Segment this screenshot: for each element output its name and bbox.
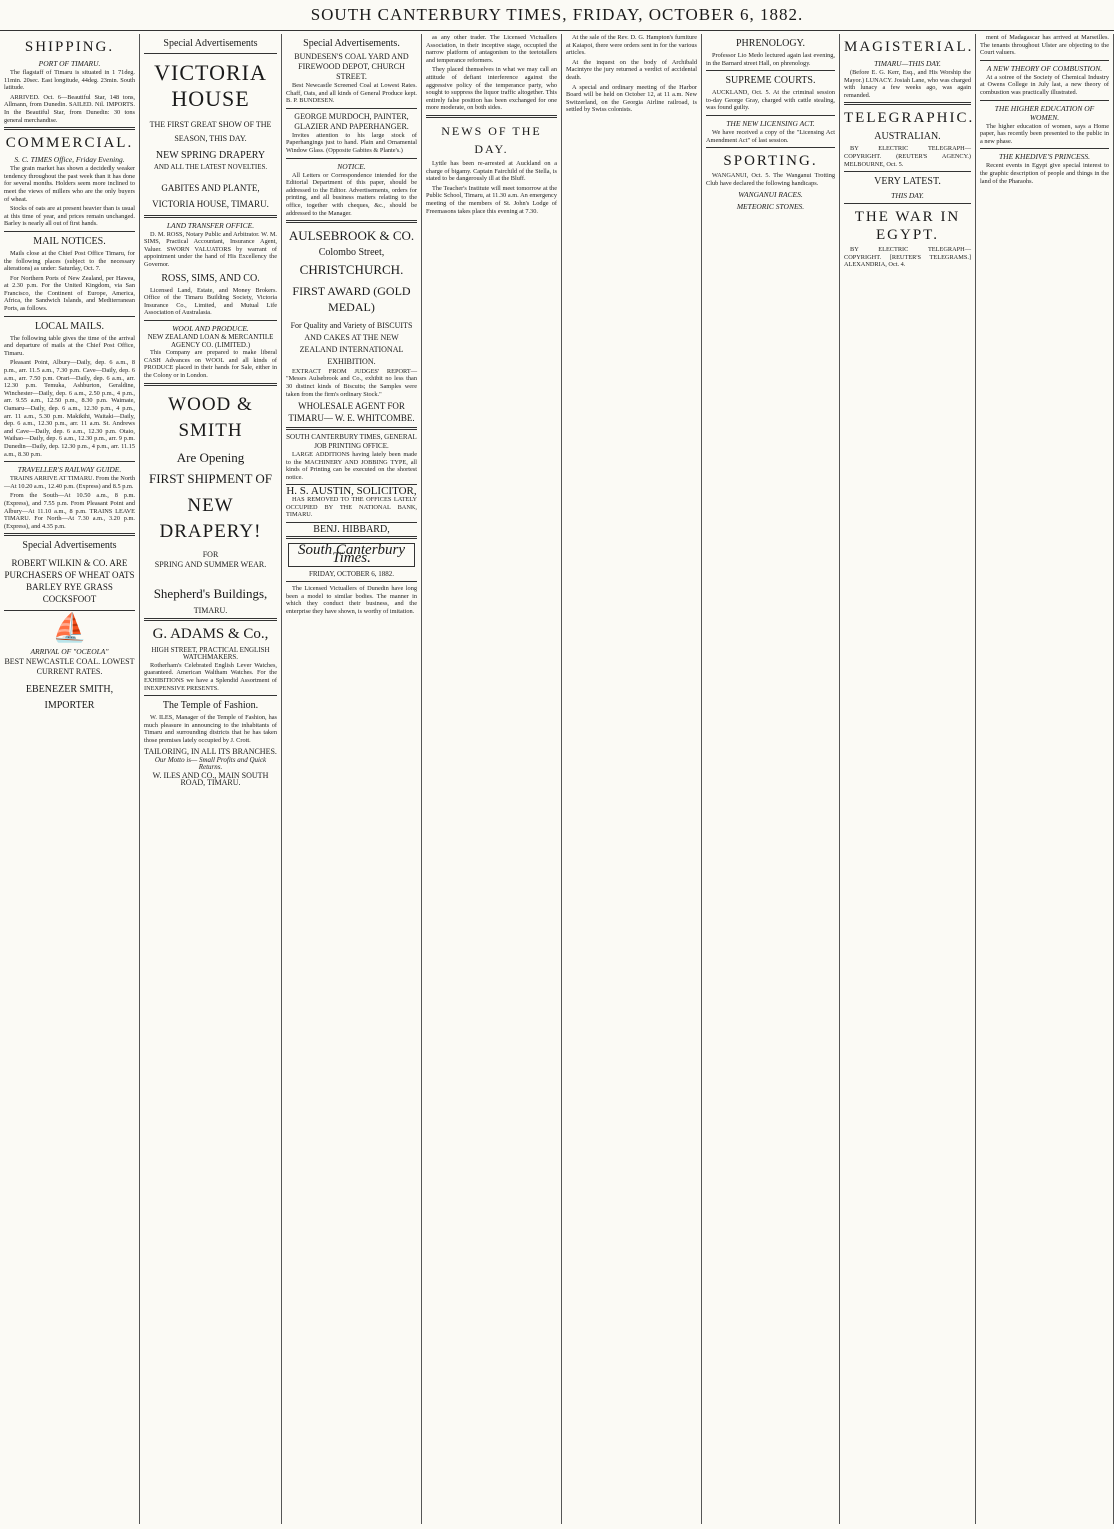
filler-text: Stocks of oats are at present heavier than is usual at this time of year, and prices remain unchanged. Barley is nearly all out of first hands. — [4, 205, 135, 228]
filler-text: This Company are prepared to make liberal CASH Advances on WOOL and all kinds of PRODUCE placed in their hands for Sale, either in the Colony or in London. — [144, 349, 277, 379]
filler-text: Rotherham's Celebrated English Lever Watches, guaranteed. American Waltham Watches. For the EXHIBITIONS we have a Splendid Assortment of INEXPENSIVE PRESENTS. — [144, 661, 277, 692]
filler-text: D. M. ROSS, Notary Public and Arbitrator. W. M. SIMS, Practical Accountant, Insurance Agent, Valuer. SWORN VALUATORS by warrant of appointment under the hand of His Excellency the Governor. — [144, 230, 277, 268]
sporting-text: WANGANUI, Oct. 5. The Wanganui Trotting Club have declared the following handicaps. — [706, 172, 835, 187]
body-text: as any other trader. The Licensed Victuallers Association, in their inceptive stage, occupied the narrow platform of antagonism to the teetotallers and temperance reformers. — [426, 34, 557, 64]
wilkins-ad: ROBERT WILKIN & CO. ARE PURCHASERS OF WHEAT OATS BARLEY RYE GRASS COCKSFOOT — [4, 558, 135, 605]
rule — [144, 215, 277, 218]
hibbard: BENJ. HIBBARD, — [313, 523, 390, 535]
rule — [144, 320, 277, 321]
licens-text: We have received a copy of the "Licensing Act Amendment Act" of last session. — [706, 128, 835, 144]
for-text: FOR — [202, 549, 219, 559]
rule — [706, 115, 835, 116]
rule — [286, 427, 417, 430]
heading-mail: MAIL NOTICES. — [33, 235, 106, 247]
temple-fashion: The Temple of Fashion. — [162, 700, 259, 712]
wood-smith: WOOD & SMITH — [168, 393, 253, 441]
heading-local-mails: LOCAL MAILS. — [34, 320, 105, 332]
notice-heading: NOTICE. — [337, 161, 366, 171]
rule — [286, 536, 417, 539]
heading-australian: AUSTRALIAN. — [874, 131, 941, 143]
christchurch: CHRISTCHURCH. — [299, 261, 404, 277]
filler-text: HAS REMOVED TO THE OFFICES LATELY OCCUPIED BY THE NATIONAL BANK, TIMARU. — [286, 496, 417, 519]
sub-port: PORT OF TIMARU. — [38, 59, 101, 68]
war-text: BY ELECTRIC TELEGRAPH—COPYRIGHT. [REUTER'S TELEGRAMS.] ALEXANDRIA, Oct. 4. — [844, 246, 971, 269]
heading-combustion: A NEW THEORY OF COMBUSTION. — [986, 63, 1103, 73]
filler-text: From the South—At 10.50 a.m., 8 p.m. (Express), and 7.55 p.m. From Pleasant Point and Albury—At 11.10 a.m., 8 p.m. TRAINS LEAVE TIMARU. For North—At 7.30 a.m., 3.20 p.m. (Express), and 4.35 p.m. — [4, 492, 135, 530]
rule — [4, 461, 135, 462]
combust-text: At a soiree of the Society of Chemical Industry at Owens College in July last, a new theory of combustion was practically illustrated. — [980, 73, 1109, 96]
motto: Our Motto is— Small Profits and Quick Returns. — [154, 755, 267, 772]
novelties: AND ALL THE LATEST NOVELTIES. — [153, 163, 268, 171]
rule — [4, 231, 135, 232]
rule — [286, 220, 417, 223]
heading-wanganui: WANGANUI RACES. — [738, 190, 803, 200]
spring-drapery: NEW SPRING DRAPERY — [155, 150, 266, 161]
masthead: SOUTH CANTERBURY TIMES, FRIDAY, OCTOBER 6, 1882. — [0, 0, 1114, 31]
heading-special-ads: Special Advertisements — [163, 38, 258, 49]
bundesen-ad: BUNDESEN'S COAL YARD AND FIREWOOD DEPOT, CHURCH STREET. — [294, 52, 409, 81]
rule — [4, 316, 135, 317]
heading-supreme: SUPREME COURTS. — [725, 75, 816, 87]
tailoring: TAILORING, IN ALL ITS BRANCHES. — [144, 746, 277, 756]
office-line: S. C. TIMES Office, Friday Evening. — [14, 155, 125, 165]
heading-phrenology: PHRENOLOGY. — [736, 38, 805, 49]
whitcombe: WHOLESALE AGENT FOR TIMARU— W. E. WHITCOMBE. — [288, 401, 415, 424]
arrival-heading: ARRIVAL OF "OCEOLA" — [30, 647, 109, 657]
heading-special-ads: Special Advertisements — [22, 540, 117, 552]
phren-text: Professor Lio Medo lectured again last evening, in the Barnard street Hall, on phrenology. — [706, 52, 835, 67]
victoria-house: VICTORIA HOUSE — [154, 60, 267, 111]
column-telegraphic — [840, 34, 976, 1524]
adams-co: G. ADAMS & Co., — [152, 625, 269, 642]
mail-text: Mails close at the Chief Post Office Timaru, for the following places (subject to the necessary alterations) as under: Saturday, Oct. 7. — [4, 249, 135, 273]
filler-text: They placed themselves in what we may call an attitude of defiant interference against the aggressive policy of the temperance party, who sought to suppress the liquor traffic altogether. This entirely false position has been exchanged for one more moderate, on both sides. — [426, 66, 557, 112]
murdoch-ad: GEORGE MURDOCH, PAINTER, GLAZIER AND PAPERHANGER. — [294, 111, 409, 131]
filler-text: W. ILES, Manager of the Temple of Fashion, has much pleasure in announcing to the inhabitants of Timaru and surrounding districts that he has taken those premises lately occupied by J. Crott. — [144, 714, 277, 745]
rule — [144, 618, 277, 621]
paper-title: South Canterbury Times. — [288, 543, 415, 566]
rule — [980, 100, 1109, 101]
rule — [286, 108, 417, 109]
editorial: The Licensed Victuallers of Dunedin have long been a model to similar bodies. The manner in which they conduct their business, and the enterprise they have shown, is worthy of imitation. — [286, 585, 417, 615]
rule — [844, 171, 971, 172]
heading-telegraphic: TELEGRAPHIC. — [844, 110, 975, 127]
body-text: At the sale of the Rev. D. G. Hampton's furniture at Kaiapoi, there were orders sent in for the various articles. — [566, 34, 697, 57]
column-ads-right — [282, 34, 422, 1524]
filler-text: EXTRACT FROM JUDGES' REPORT— "Messrs Aulsebrook and Co., exhibit no less than 30 distinct kinds of Biscuits; the Samples were taken from the firm's ordinary Stock." — [286, 367, 417, 398]
printing-office: SOUTH CANTERBURY TIMES, GENERAL JOB PRINTING OFFICE. — [286, 433, 417, 451]
rule — [4, 533, 135, 536]
column-ads-left — [140, 34, 282, 1524]
rule — [980, 148, 1109, 149]
watchmakers: HIGH STREET, PRACTICAL ENGLISH WATCHMAKERS. — [151, 645, 270, 662]
magis-text: (Before E. G. Kerr, Esq., and His Worship the Mayor.) LUNACY. Josiah Lane, who was charged with lunacy a few weeks ago, was again remanded. — [844, 69, 971, 99]
rule — [286, 158, 417, 159]
column-general — [562, 34, 702, 1524]
khedive-text: Recent events in Egypt give special interest to the graphic description of people and things in the land of the Pharaohs. — [980, 162, 1109, 185]
rule — [4, 610, 135, 611]
rule — [144, 695, 277, 696]
heading-sporting: SPORTING. — [723, 153, 818, 170]
heading-meteoric: METEORIC STONES. — [736, 202, 805, 212]
heading-magisterial: MAGISTERIAL. — [844, 39, 974, 55]
women-text: The higher education of women, says a Home paper, has recently been presented to the public in a new phase. — [980, 122, 1109, 145]
nzl-agency: NEW ZEALAND LOAN & MERCANTILE AGENCY CO. (LIMITED.) — [147, 332, 274, 349]
spring-summer: SPRING AND SUMMER WEAR. — [154, 560, 267, 570]
rule — [706, 70, 835, 71]
body-text: ment of Madagascar has arrived at Marseilles. The tenants throughout Ulster are objecting to the Court valuers. — [980, 34, 1109, 57]
rule — [706, 147, 835, 148]
ross-sims: ROSS, SIMS, AND CO. — [161, 272, 260, 284]
filler-text: Pleasant Point, Albury—Daily, dep. 6 a.m., 8 p.m., arr. 11.5 a.m., 7.30 p.m. Cave—Daily, dep. 6 a.m., arr. 7.50 p.m. Orari—Daily, dep. 6 a.m., arr. 12.30 p.m. Temuka, Ashburton, Geraldine, Winchester—Daily, dep. 6 a.m., 2.50 p.m., 4 p.m., arr. 9.55 a.m., 12.50 p.m., 8.30 p.m. Waimate, Oamaru—Daily, dep. 6 a.m., 12.30 p.m., 4 p.m., arr. 11 a.m., 5.30 p.m. Makikihi, Waitaki—Daily, dep. 6 a.m., 12.30 p.m., arr. 11 a.m. St. Andrews and Cave—Daily, dep. 6 a.m., 12.30 p.m. Otaio, Waihao—Daily, dep. 6 a.m., 12.30 p.m., arr. 9 p.m. Dunedin—Daily, dep. 12.30 p.m., 4 p.m., arr. 11.15 a.m., 8.30 p.m. — [4, 359, 135, 458]
opening: Are Opening — [176, 449, 245, 465]
gabites-ad: GABITES AND PLANTE, VICTORIA HOUSE, TIMARU. — [152, 182, 269, 209]
filler-text: LARGE ADDITIONS having lately been made to the MACHINERY AND JOBBING TYPE, all kinds of Printing can be executed on the shortest notice. — [286, 451, 417, 481]
biscuits: For Quality and Variety of BISCUITS AND CAKES AT THE NEW ZEALAND INTERNATIONAL EXHIBITION. — [290, 320, 413, 366]
heading-licensing: THE NEW LICENSING ACT. — [726, 118, 815, 128]
filler-text: Licensed Land, Estate, and Money Brokers. Office of the Timaru Building Society, Victoria Insurance Co., Limited, and Mutual Life Association of Australasia. — [144, 286, 277, 317]
heading-khedive: THE KHEDIVE'S PRINCESS. — [999, 152, 1090, 162]
new-drapery: NEW DRAPERY! — [159, 494, 262, 542]
heading-shipping: SHIPPING. — [24, 39, 115, 55]
column-features — [976, 34, 1114, 1524]
coal-ad: BEST NEWCASTLE COAL. LOWEST CURRENT RATES. — [4, 657, 135, 677]
supreme-text: AUCKLAND, Oct. 5. At the criminal session to-day George Gray, charged with cattle stealing, was found guilty. — [706, 89, 835, 112]
filler-text: For Northern Ports of New Zealand, per Hawea, at 2.30 p.m. For the United Kingdom, via San Francisco, the Continent of Europe, America, Africa, the Sandwich Islands, and Mediterranean Ports, as follows. — [4, 274, 135, 313]
first-shipment: FIRST SHIPMENT OF — [148, 470, 273, 486]
ship-icon: ⛵ — [52, 613, 87, 645]
rule — [144, 383, 277, 386]
rule — [286, 522, 417, 523]
heading-commercial: COMMERCIAL. — [5, 135, 134, 152]
iles-address: W. ILES AND CO., MAIN SOUTH ROAD, TIMARU. — [152, 770, 269, 788]
heading-very-latest: VERY LATEST. — [874, 176, 941, 188]
rule — [844, 203, 971, 204]
magisterial-sub: TIMARU—THIS DAY. — [874, 59, 941, 68]
filler-text: Invites attention to his large stock of Paperhangings just to hand. Plain and Ornamental Window Glass. (Opposite Gabites & Plante's.) — [286, 131, 417, 154]
smith-ad: EBENEZER SMITH, IMPORTER — [25, 684, 114, 712]
rule — [844, 102, 971, 105]
filler-text: The Teacher's Institute will meet tomorrow at the Public School, Timaru, at 11.30 a.m. An emergency meeting of the members of St. John's Lodge of Freemasons takes place this evening at 7.30. — [426, 184, 557, 215]
news-text: Lyttle has been re-arrested at Auckland on a charge of bigamy. Captain Fairchild of the Stella, is stated to be dangerously ill at the Bluff. — [426, 159, 557, 183]
filler-text: A special and ordinary meeting of the Harbor Board will be held on October 12, at 11 a.m. New Switzerland, on the Georgia Airline railroad, is settled by Swiss colonists. — [566, 83, 697, 114]
austin: H. S. AUSTIN, SOLICITOR, — [286, 485, 417, 498]
heading-railway: TRAVELLER'S RAILWAY GUIDE. — [17, 465, 122, 475]
filler-text: ARRIVED. Oct. 6—Beautiful Star, 148 tons, Allmann, from Dunedin. SAILED. Nil. IMPORTS. In the Beautiful Star, from Dunedin: 30 tons general merchandise. — [4, 93, 135, 124]
first-show: THE FIRST GREAT SHOW OF THE SEASON, THIS DAY. — [149, 120, 272, 143]
column-courts — [702, 34, 840, 1524]
aus-text: BY ELECTRIC TELEGRAPH—COPYRIGHT. (REUTER'S AGENCY.) MELBOURNE, Oct. 5. — [844, 145, 971, 168]
grain-text: The grain market has shown a decidedly weaker tendency throughout the past week than it has done for several months. Holders seem more inclined to meet the views of millers who are the only buyers of wheat. — [4, 165, 135, 203]
shepherd-buildings: Shepherd's Buildings, — [153, 586, 268, 602]
wool-produce: WOOL AND PRODUCE. — [172, 323, 249, 333]
rail-text: TRAINS ARRIVE AT TIMARU. From the North—At 10.20 a.m., 12.40 p.m. (Express) and 8.5 p.m. — [4, 475, 135, 490]
this-day: THIS DAY. — [891, 191, 924, 201]
heading-news: NEWS OF THE DAY. — [441, 123, 542, 156]
body-text-2: At the inquest on the body of Archibald Macintyre the jury returned a verdict of accidental death. — [566, 58, 697, 81]
rule — [144, 53, 277, 54]
first-award: FIRST AWARD (GOLD MEDAL) — [292, 283, 411, 314]
timaru-text: TIMARU. — [193, 606, 228, 616]
rule — [4, 127, 135, 130]
column-shipping — [0, 34, 140, 1524]
rule — [426, 115, 557, 118]
column-news — [422, 34, 562, 1524]
local-text: The following table gives the time of the arrival and departure of mails at the Chief Post Office, Timaru. — [4, 334, 135, 357]
filler-text: Best Newcastle Screened Coal at Lowest Rates. Chaff, Oats, and all kinds of General Produce kept. B. P. BUNDESEN. — [286, 82, 417, 105]
heading-special-ads: Special Advertisements. — [303, 38, 400, 49]
land-transfer: LAND TRANSFER OFFICE. — [166, 220, 255, 230]
aulsebrook: AULSEBROOK & CO. — [288, 228, 415, 244]
filler-text: All Letters or Correspondence intended for the Editorial Department of this paper, should be addressed to the Editor. Advertisements, orders for printing, and all business matters relating to the office, together with cheques, &c., should be addressed to the Manager. — [286, 171, 417, 217]
colombo: Colombo Street, — [318, 247, 385, 259]
flagstaff-text: The flagstaff of Timaru is situated in 1 71deg. 11min. 20sec. East longitude, 44deg. 23min. South latitude. — [4, 69, 135, 92]
heading-women: THE HIGHER EDUCATION OF WOMEN. — [994, 103, 1095, 122]
rule — [286, 581, 417, 582]
rule — [980, 60, 1109, 61]
heading-war-egypt: THE WAR IN EGYPT. — [854, 209, 961, 244]
date-line: FRIDAY, OCTOBER 6, 1882. — [308, 569, 395, 578]
